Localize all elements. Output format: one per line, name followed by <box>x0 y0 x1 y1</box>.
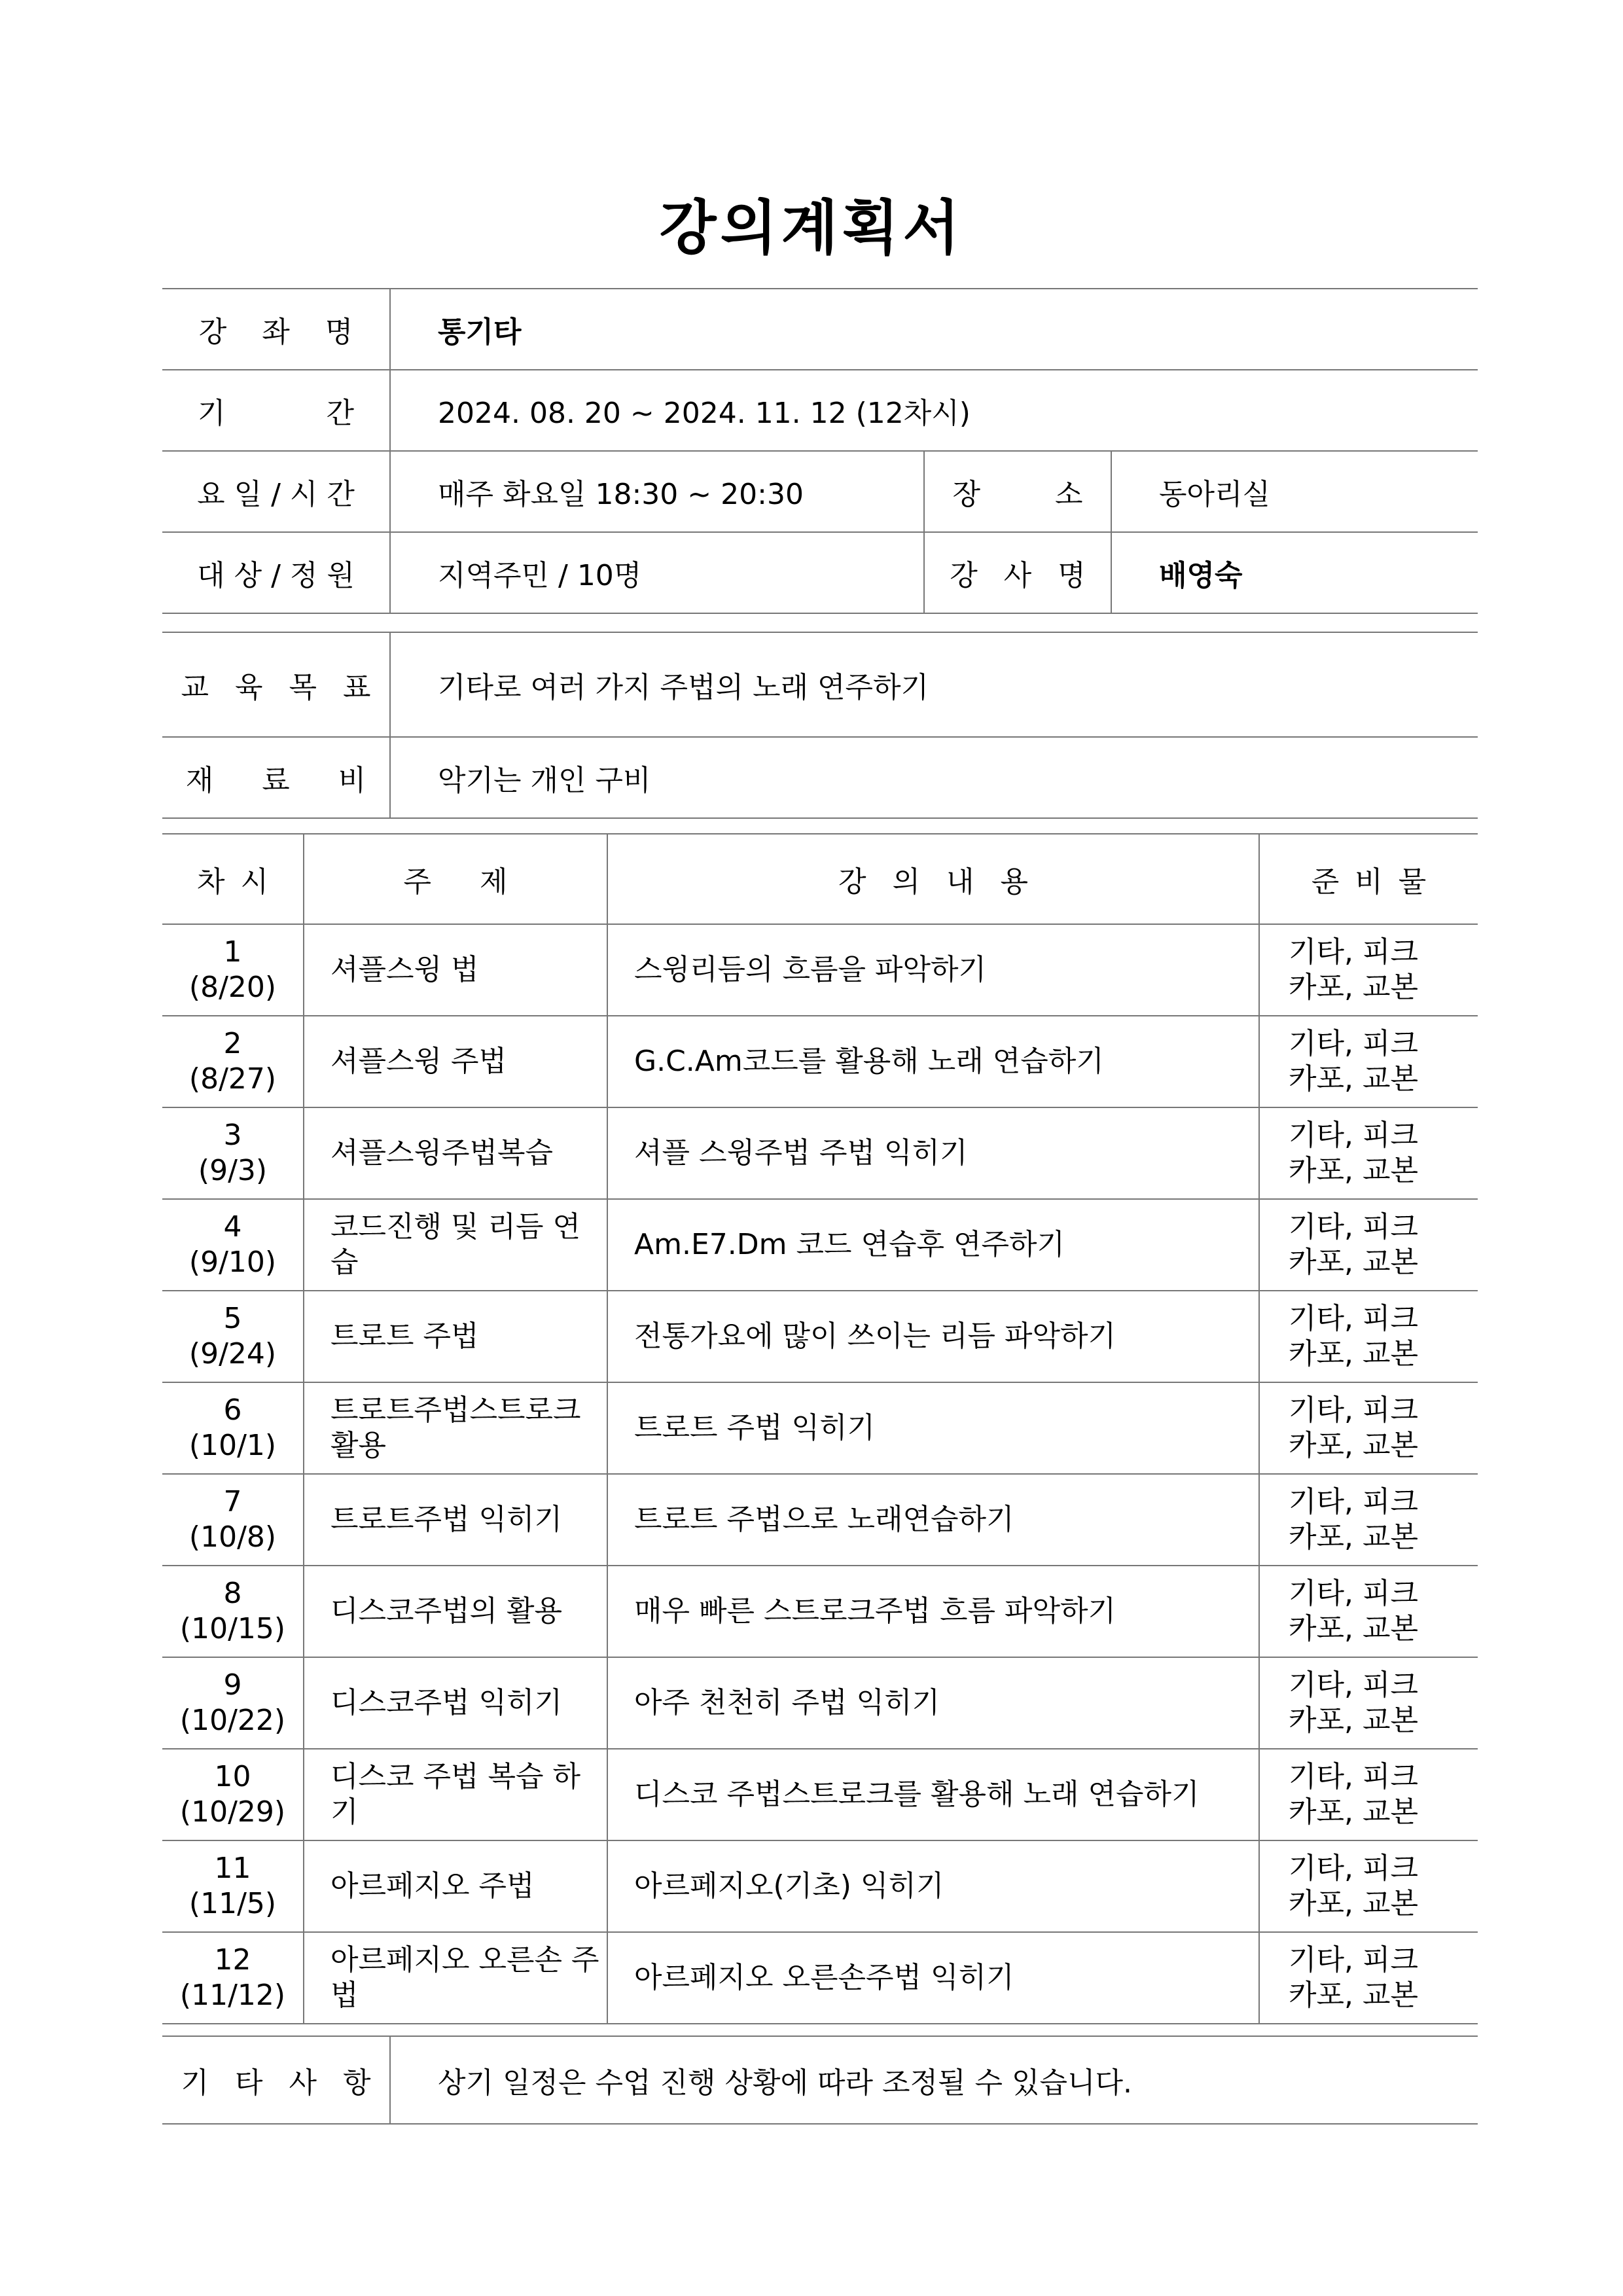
goal-value: 기타로 여러 가지 주법의 노래 연주하기 <box>390 632 1478 737</box>
table-row <box>162 1474 1478 1566</box>
place-label: 장 소 <box>924 451 1111 532</box>
materials-line-2: 카포, 교본 <box>1289 1704 1418 1737</box>
etc-row <box>162 2036 1478 2124</box>
session-number: 5 <box>223 1302 242 1335</box>
content-cell: 아르페지오 오른손주법 익히기 <box>607 1932 1259 2024</box>
instructor-value: 배영숙 <box>1111 532 1478 613</box>
table-row <box>162 1199 1478 1291</box>
time-value: 매주 화요일 18:30 ~ 20:30 <box>390 451 924 532</box>
materials-line-1: 기타, 피크 <box>1289 1668 1418 1702</box>
session-date: (10/15) <box>179 1612 286 1645</box>
etc-value: 상기 일정은 수업 진행 상황에 따라 조정될 수 있습니다. <box>390 2036 1478 2124</box>
materials-line-2: 카포, 교본 <box>1289 971 1418 1004</box>
session-number: 8 <box>223 1577 242 1610</box>
course-value: 통기타 <box>390 289 1478 370</box>
materials-cell <box>1259 1474 1478 1566</box>
header-materials: 준 비 물 <box>1259 834 1478 924</box>
materials-line-1: 기타, 피크 <box>1289 1943 1418 1977</box>
header-content: 강 의 내 용 <box>607 834 1259 924</box>
content-cell: 트로트 주법으로 노래연습하기 <box>607 1474 1259 1566</box>
session-number: 2 <box>223 1027 242 1060</box>
table-row <box>162 1107 1478 1199</box>
materials-cell <box>1259 1291 1478 1382</box>
schedule-table <box>162 833 1478 2024</box>
period-label: 기 간 <box>162 370 390 451</box>
topic-cell: 트로트 주법 <box>304 1291 607 1382</box>
session-cell <box>162 1382 304 1474</box>
materials-cell <box>1259 924 1478 1016</box>
topic-cell: 트로트주법스트로크 활용 <box>304 1382 607 1474</box>
materials-line-1: 기타, 피크 <box>1289 1210 1418 1244</box>
materials-line-2: 카포, 교본 <box>1289 1246 1418 1279</box>
session-cell <box>162 1291 304 1382</box>
session-date: (10/1) <box>188 1429 277 1462</box>
course-row <box>162 289 1478 370</box>
session-cell <box>162 1932 304 2024</box>
content-cell: Am.E7.Dm 코드 연습후 연주하기 <box>607 1199 1259 1291</box>
session-number: 3 <box>223 1119 242 1152</box>
content-cell: 디스코 주법스트로크를 활용해 노래 연습하기 <box>607 1749 1259 1840</box>
materials-line-1: 기타, 피크 <box>1289 1119 1418 1152</box>
materials-cell <box>1259 1657 1478 1749</box>
etc-table <box>162 2036 1478 2125</box>
session-date: (11/12) <box>179 1979 286 2012</box>
session-cell <box>162 1840 304 1932</box>
materials-cell <box>1259 1199 1478 1291</box>
material-value: 악기는 개인 구비 <box>390 737 1478 818</box>
session-date: (9/24) <box>188 1337 277 1371</box>
session-cell <box>162 924 304 1016</box>
schedule-body <box>162 924 1478 2024</box>
session-date: (9/10) <box>188 1246 277 1279</box>
materials-cell <box>1259 1840 1478 1932</box>
goal-label: 교 육 목 표 <box>162 632 390 737</box>
session-number: 1 <box>223 935 242 969</box>
session-cell <box>162 1016 304 1107</box>
session-number: 10 <box>214 1760 251 1793</box>
materials-line-2: 카포, 교본 <box>1289 1154 1418 1187</box>
materials-cell <box>1259 1107 1478 1199</box>
materials-cell <box>1259 1566 1478 1657</box>
header-session: 차 시 <box>162 834 304 924</box>
course-info-table <box>162 288 1478 614</box>
table-row <box>162 1657 1478 1749</box>
session-number: 4 <box>223 1210 242 1244</box>
course-label: 강 좌 명 <box>162 289 390 370</box>
topic-cell: 디스코주법의 활용 <box>304 1566 607 1657</box>
materials-line-1: 기타, 피크 <box>1289 1027 1418 1060</box>
materials-line-2: 카포, 교본 <box>1289 1429 1418 1462</box>
session-number: 7 <box>223 1485 242 1518</box>
table-row <box>162 924 1478 1016</box>
content-cell: 전통가요에 많이 쓰이는 리듬 파악하기 <box>607 1291 1259 1382</box>
session-date: (8/20) <box>188 971 277 1004</box>
goal-row <box>162 632 1478 737</box>
table-row <box>162 1566 1478 1657</box>
session-cell <box>162 1199 304 1291</box>
table-row <box>162 1749 1478 1840</box>
session-number: 9 <box>223 1668 242 1702</box>
topic-cell: 셔플스윙주법복습 <box>304 1107 607 1199</box>
session-number: 6 <box>223 1393 242 1427</box>
session-cell <box>162 1566 304 1657</box>
time-label: 요 일 / 시 간 <box>162 451 390 532</box>
content-cell: 아주 천천히 주법 익히기 <box>607 1657 1259 1749</box>
content-cell: 셔플 스윙주법 주법 익히기 <box>607 1107 1259 1199</box>
place-value: 동아리실 <box>1111 451 1478 532</box>
content-cell: 아르페지오(기초) 익히기 <box>607 1840 1259 1932</box>
table-row <box>162 1932 1478 2024</box>
materials-line-1: 기타, 피크 <box>1289 1577 1418 1610</box>
materials-line-2: 카포, 교본 <box>1289 1062 1418 1096</box>
instructor-label: 강 사 명 <box>924 532 1111 613</box>
materials-line-1: 기타, 피크 <box>1289 1302 1418 1335</box>
topic-cell: 셔플스윙 주법 <box>304 1016 607 1107</box>
session-number: 12 <box>214 1943 251 1977</box>
topic-cell: 아르페지오 오른손 주법 <box>304 1932 607 2024</box>
materials-line-2: 카포, 교본 <box>1289 1979 1418 2012</box>
content-cell: G.C.Am코드를 활용해 노래 연습하기 <box>607 1016 1259 1107</box>
page-title: 강의계획서 <box>659 194 964 262</box>
materials-line-2: 카포, 교본 <box>1289 1520 1418 1554</box>
materials-line-1: 기타, 피크 <box>1289 1852 1418 1885</box>
materials-line-1: 기타, 피크 <box>1289 1393 1418 1427</box>
session-cell <box>162 1749 304 1840</box>
content-cell: 스윙리듬의 흐름을 파악하기 <box>607 924 1259 1016</box>
session-date: (9/3) <box>198 1154 268 1187</box>
material-row <box>162 737 1478 818</box>
materials-cell <box>1259 1932 1478 2024</box>
table-row <box>162 1840 1478 1932</box>
etc-label: 기 타 사 항 <box>162 2036 390 2124</box>
target-label: 대 상 / 정 원 <box>162 532 390 613</box>
topic-cell: 셔플스윙 법 <box>304 924 607 1016</box>
session-cell <box>162 1657 304 1749</box>
table-row <box>162 1016 1478 1107</box>
materials-line-1: 기타, 피크 <box>1289 935 1418 969</box>
materials-cell <box>1259 1382 1478 1474</box>
materials-line-2: 카포, 교본 <box>1289 1337 1418 1371</box>
time-row <box>162 451 1478 532</box>
session-cell <box>162 1107 304 1199</box>
schedule-header-row <box>162 834 1478 924</box>
session-date: (11/5) <box>188 1887 277 1920</box>
topic-cell: 디스코주법 익히기 <box>304 1657 607 1749</box>
session-cell <box>162 1474 304 1566</box>
materials-line-2: 카포, 교본 <box>1289 1612 1418 1645</box>
topic-cell: 코드진행 및 리듬 연습 <box>304 1199 607 1291</box>
content-cell: 매우 빠른 스트로크주법 흐름 파악하기 <box>607 1566 1259 1657</box>
header-topic: 주 제 <box>304 834 607 924</box>
goal-table <box>162 632 1478 819</box>
session-date: (8/27) <box>188 1062 277 1096</box>
target-row <box>162 532 1478 613</box>
materials-line-2: 카포, 교본 <box>1289 1887 1418 1920</box>
materials-cell <box>1259 1016 1478 1107</box>
material-label: 재 료 비 <box>162 737 390 818</box>
topic-cell: 디스코 주법 복습 하기 <box>304 1749 607 1840</box>
topic-cell: 아르페지오 주법 <box>304 1840 607 1932</box>
table-row <box>162 1382 1478 1474</box>
session-date: (10/22) <box>179 1704 286 1737</box>
content-cell: 트로트 주법 익히기 <box>607 1382 1259 1474</box>
session-date: (10/29) <box>179 1795 286 1829</box>
session-date: (10/8) <box>188 1520 277 1554</box>
materials-cell <box>1259 1749 1478 1840</box>
materials-line-2: 카포, 교본 <box>1289 1795 1418 1829</box>
topic-cell: 트로트주법 익히기 <box>304 1474 607 1566</box>
period-row <box>162 370 1478 451</box>
table-row <box>162 1291 1478 1382</box>
period-value: 2024. 08. 20 ~ 2024. 11. 12 (12차시) <box>390 370 1478 451</box>
materials-line-1: 기타, 피크 <box>1289 1760 1418 1793</box>
target-value: 지역주민 / 10명 <box>390 532 924 613</box>
materials-line-1: 기타, 피크 <box>1289 1485 1418 1518</box>
session-number: 11 <box>214 1852 251 1885</box>
